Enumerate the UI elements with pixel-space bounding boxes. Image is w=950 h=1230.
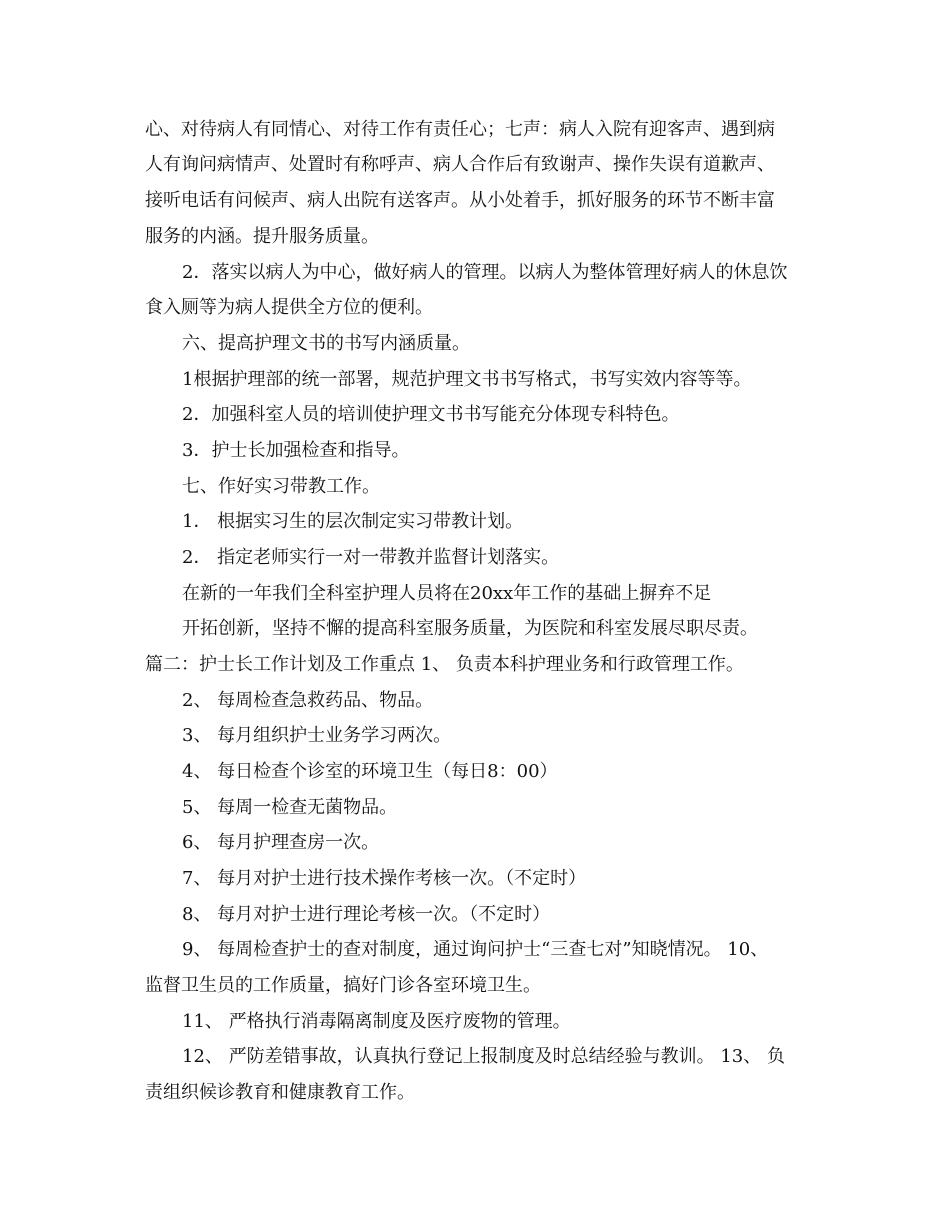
- text-line: 1根据护理部的统一部署，规范护理文书书写格式，书写实效内容等等。: [182, 369, 752, 390]
- text-line: 接听电话有问候声、病人出院有送客声。从小处着手，抓好服务的环节不断丰富: [145, 190, 775, 211]
- text-line: 6、 每月护理查房一次。: [182, 832, 380, 853]
- text-line: 人有询问病情声、处置时有称呼声、病人合作后有致谢声、操作失误有道歉声、: [145, 154, 775, 175]
- section-heading: 七、作好实习带教工作。: [182, 476, 380, 497]
- text-line: 在新的一年我们全科室护理人员将在20xx年工作的基础上摒弃不足: [182, 583, 712, 604]
- text-line: 服务的内涵。提升服务质量。: [145, 226, 379, 247]
- text-line: 5、 每周一检查无菌物品。: [182, 797, 398, 818]
- text-line: 11、 严格执行消毒隔离制度及医疗废物的管理。: [182, 1011, 571, 1032]
- text-line: 2、 每周检查急救药品、物品。: [182, 690, 434, 711]
- text-line: 3．护士长加强检查和指导。: [182, 440, 410, 461]
- section-heading: 六、提高护理文书的书写内涵质量。: [182, 333, 470, 354]
- text-line: 4、 每日检查个诊室的环境卫生（每日8：00）: [182, 761, 558, 782]
- text-line: 1． 根据实习生的层次制定实习带教计划。: [182, 511, 524, 532]
- text-line: 责组织候诊教育和健康教育工作。: [145, 1082, 415, 1103]
- text-line: 食入厕等为病人提供全方位的便利。: [145, 297, 433, 318]
- text-line: 监督卫生员的工作质量，搞好门诊各室环境卫生。: [145, 975, 541, 996]
- text-line: 2． 指定老师实行一对一带教并监督计划落实。: [182, 547, 560, 568]
- text-line: 8、 每月对护士进行理论考核一次。（不定时）: [182, 904, 551, 925]
- text-line: 7、 每月对护士进行技术操作考核一次。（不定时）: [182, 868, 587, 889]
- text-line: 心、对待病人有同情心、对待工作有责任心；七声：病人入院有迎客声、遇到病: [145, 119, 775, 140]
- text-line: 2．落实以病人为中心，做好病人的管理。以病人为整体管理好病人的休息饮: [182, 262, 788, 283]
- text-line: 2．加强科室人员的培训使护理文书书写能充分体现专科特色。: [182, 404, 680, 425]
- text-line: 9、 每周检查护士的查对制度，通过询问护士“三查七对”知晓情况。 10、: [182, 939, 769, 960]
- text-line: 开拓创新，坚持不懈的提高科室服务质量，为医院和科室发展尽职尽责。: [182, 618, 758, 639]
- text-line: 3、 每月组织护士业务学习两次。: [182, 725, 452, 746]
- chapter-heading: 篇二：护士长工作计划及工作重点 1、 负责本科护理业务和行政管理工作。: [145, 654, 744, 675]
- text-line: 12、 严防差错事故，认真执行登记上报制度及时总结经验与教训。 13、 负: [182, 1046, 785, 1067]
